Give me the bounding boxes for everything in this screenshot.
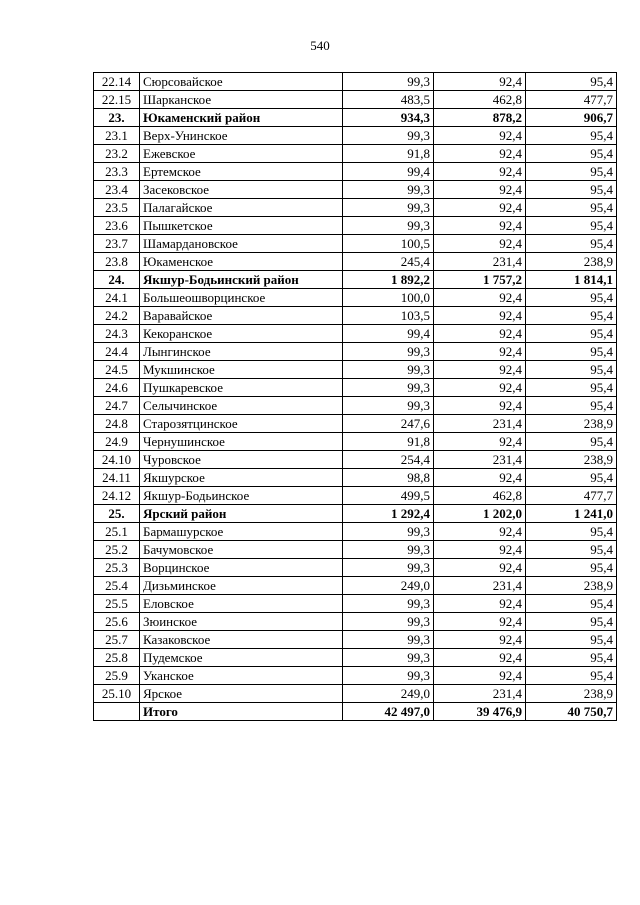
value-2-cell: 1 202,0 bbox=[434, 505, 526, 523]
row-number-cell: 25.6 bbox=[94, 613, 140, 631]
row-number-cell: 25.3 bbox=[94, 559, 140, 577]
value-1-cell: 1 892,2 bbox=[343, 271, 434, 289]
municipality-name-cell: Ертемское bbox=[140, 163, 343, 181]
table-row bbox=[94, 127, 617, 145]
value-1-cell: 91,8 bbox=[343, 433, 434, 451]
value-3-cell: 40 750,7 bbox=[526, 703, 617, 721]
table-row bbox=[94, 451, 617, 469]
table-row bbox=[94, 541, 617, 559]
municipality-name-cell: Селычинское bbox=[140, 397, 343, 415]
table-row bbox=[94, 523, 617, 541]
municipality-name-cell: Пышкетское bbox=[140, 217, 343, 235]
value-1-cell: 99,3 bbox=[343, 397, 434, 415]
value-1-cell: 99,3 bbox=[343, 541, 434, 559]
value-1-cell: 245,4 bbox=[343, 253, 434, 271]
row-number-cell: 23.4 bbox=[94, 181, 140, 199]
value-3-cell: 95,4 bbox=[526, 397, 617, 415]
row-number-cell: 24.2 bbox=[94, 307, 140, 325]
value-1-cell: 100,0 bbox=[343, 289, 434, 307]
value-1-cell: 99,3 bbox=[343, 523, 434, 541]
table-row bbox=[94, 469, 617, 487]
row-number-cell bbox=[94, 703, 140, 721]
table-row bbox=[94, 685, 617, 703]
table-row bbox=[94, 163, 617, 181]
row-number-cell: 25.5 bbox=[94, 595, 140, 613]
value-1-cell: 99,3 bbox=[343, 73, 434, 91]
district-row bbox=[94, 271, 617, 289]
municipality-name-cell: Палагайское bbox=[140, 199, 343, 217]
value-1-cell: 99,3 bbox=[343, 379, 434, 397]
row-number-cell: 24.4 bbox=[94, 343, 140, 361]
municipality-name-cell: Бармашурское bbox=[140, 523, 343, 541]
value-2-cell: 92,4 bbox=[434, 181, 526, 199]
table-row bbox=[94, 667, 617, 685]
table-row bbox=[94, 145, 617, 163]
value-2-cell: 92,4 bbox=[434, 667, 526, 685]
value-2-cell: 878,2 bbox=[434, 109, 526, 127]
row-number-cell: 23.5 bbox=[94, 199, 140, 217]
row-number-cell: 23.1 bbox=[94, 127, 140, 145]
value-3-cell: 1 241,0 bbox=[526, 505, 617, 523]
value-3-cell: 95,4 bbox=[526, 631, 617, 649]
row-number-cell: 24.3 bbox=[94, 325, 140, 343]
table-row bbox=[94, 559, 617, 577]
value-3-cell: 95,4 bbox=[526, 307, 617, 325]
value-1-cell: 99,3 bbox=[343, 181, 434, 199]
value-1-cell: 99,3 bbox=[343, 361, 434, 379]
row-number-cell: 23. bbox=[94, 109, 140, 127]
value-2-cell: 92,4 bbox=[434, 361, 526, 379]
value-3-cell: 238,9 bbox=[526, 253, 617, 271]
value-3-cell: 95,4 bbox=[526, 649, 617, 667]
value-2-cell: 92,4 bbox=[434, 307, 526, 325]
row-number-cell: 23.6 bbox=[94, 217, 140, 235]
municipality-name-cell: Засековское bbox=[140, 181, 343, 199]
row-number-cell: 25.2 bbox=[94, 541, 140, 559]
table-row bbox=[94, 289, 617, 307]
value-2-cell: 92,4 bbox=[434, 433, 526, 451]
municipality-name-cell: Старозятцинское bbox=[140, 415, 343, 433]
value-1-cell: 483,5 bbox=[343, 91, 434, 109]
value-2-cell: 92,4 bbox=[434, 631, 526, 649]
row-number-cell: 24.1 bbox=[94, 289, 140, 307]
value-3-cell: 95,4 bbox=[526, 199, 617, 217]
value-3-cell: 906,7 bbox=[526, 109, 617, 127]
value-3-cell: 95,4 bbox=[526, 127, 617, 145]
municipality-name-cell: Юкаменское bbox=[140, 253, 343, 271]
table-row bbox=[94, 253, 617, 271]
row-number-cell: 24.5 bbox=[94, 361, 140, 379]
municipality-name-cell: Шамардановское bbox=[140, 235, 343, 253]
municipality-name-cell: Кекоранское bbox=[140, 325, 343, 343]
municipality-name-cell: Бачумовское bbox=[140, 541, 343, 559]
value-1-cell: 934,3 bbox=[343, 109, 434, 127]
row-number-cell: 24.11 bbox=[94, 469, 140, 487]
municipality-name-cell: Дизьминское bbox=[140, 577, 343, 595]
table-row bbox=[94, 91, 617, 109]
value-2-cell: 92,4 bbox=[434, 343, 526, 361]
row-number-cell: 24.10 bbox=[94, 451, 140, 469]
value-3-cell: 95,4 bbox=[526, 595, 617, 613]
value-2-cell: 92,4 bbox=[434, 235, 526, 253]
value-2-cell: 92,4 bbox=[434, 541, 526, 559]
value-2-cell: 231,4 bbox=[434, 685, 526, 703]
row-number-cell: 23.7 bbox=[94, 235, 140, 253]
value-2-cell: 462,8 bbox=[434, 487, 526, 505]
municipality-name-cell: Ярское bbox=[140, 685, 343, 703]
table-row bbox=[94, 379, 617, 397]
value-2-cell: 92,4 bbox=[434, 73, 526, 91]
table-row bbox=[94, 415, 617, 433]
row-number-cell: 22.14 bbox=[94, 73, 140, 91]
value-2-cell: 92,4 bbox=[434, 163, 526, 181]
value-1-cell: 100,5 bbox=[343, 235, 434, 253]
district-row bbox=[94, 109, 617, 127]
value-1-cell: 99,3 bbox=[343, 127, 434, 145]
municipality-name-cell: Казаковское bbox=[140, 631, 343, 649]
row-number-cell: 25.9 bbox=[94, 667, 140, 685]
value-3-cell: 95,4 bbox=[526, 469, 617, 487]
value-2-cell: 1 757,2 bbox=[434, 271, 526, 289]
value-2-cell: 92,4 bbox=[434, 559, 526, 577]
municipality-name-cell: Еловское bbox=[140, 595, 343, 613]
table-row bbox=[94, 361, 617, 379]
row-number-cell: 24.7 bbox=[94, 397, 140, 415]
row-number-cell: 23.8 bbox=[94, 253, 140, 271]
value-1-cell: 99,4 bbox=[343, 325, 434, 343]
table-row bbox=[94, 397, 617, 415]
value-2-cell: 231,4 bbox=[434, 415, 526, 433]
municipality-name-cell: Якшурское bbox=[140, 469, 343, 487]
budget-table bbox=[93, 72, 617, 721]
total-row bbox=[94, 703, 617, 721]
value-1-cell: 103,5 bbox=[343, 307, 434, 325]
value-2-cell: 231,4 bbox=[434, 253, 526, 271]
table-row bbox=[94, 433, 617, 451]
table-row bbox=[94, 631, 617, 649]
value-1-cell: 499,5 bbox=[343, 487, 434, 505]
value-3-cell: 477,7 bbox=[526, 91, 617, 109]
value-2-cell: 231,4 bbox=[434, 577, 526, 595]
municipality-name-cell: Якшур-Бодьинское bbox=[140, 487, 343, 505]
value-3-cell: 95,4 bbox=[526, 379, 617, 397]
row-number-cell: 24.6 bbox=[94, 379, 140, 397]
row-number-cell: 25.1 bbox=[94, 523, 140, 541]
municipality-name-cell: Зюинское bbox=[140, 613, 343, 631]
table-row bbox=[94, 577, 617, 595]
value-1-cell: 1 292,4 bbox=[343, 505, 434, 523]
value-3-cell: 95,4 bbox=[526, 73, 617, 91]
value-1-cell: 99,3 bbox=[343, 667, 434, 685]
municipality-name-cell: Итого bbox=[140, 703, 343, 721]
municipality-name-cell: Лынгинское bbox=[140, 343, 343, 361]
value-1-cell: 247,6 bbox=[343, 415, 434, 433]
value-3-cell: 95,4 bbox=[526, 613, 617, 631]
row-number-cell: 25.7 bbox=[94, 631, 140, 649]
value-2-cell: 92,4 bbox=[434, 469, 526, 487]
value-1-cell: 99,3 bbox=[343, 613, 434, 631]
value-2-cell: 231,4 bbox=[434, 451, 526, 469]
value-2-cell: 92,4 bbox=[434, 289, 526, 307]
value-3-cell: 238,9 bbox=[526, 685, 617, 703]
value-3-cell: 95,4 bbox=[526, 667, 617, 685]
row-number-cell: 24.12 bbox=[94, 487, 140, 505]
value-1-cell: 99,3 bbox=[343, 559, 434, 577]
table-row bbox=[94, 217, 617, 235]
municipality-name-cell: Юкаменский район bbox=[140, 109, 343, 127]
value-2-cell: 39 476,9 bbox=[434, 703, 526, 721]
table-row bbox=[94, 307, 617, 325]
municipality-name-cell: Пушкаревское bbox=[140, 379, 343, 397]
row-number-cell: 24.9 bbox=[94, 433, 140, 451]
value-1-cell: 98,8 bbox=[343, 469, 434, 487]
value-2-cell: 92,4 bbox=[434, 595, 526, 613]
value-3-cell: 95,4 bbox=[526, 289, 617, 307]
value-1-cell: 99,3 bbox=[343, 631, 434, 649]
municipality-name-cell: Чуровское bbox=[140, 451, 343, 469]
value-1-cell: 99,4 bbox=[343, 163, 434, 181]
table-row bbox=[94, 73, 617, 91]
value-1-cell: 254,4 bbox=[343, 451, 434, 469]
municipality-name-cell: Ворцинское bbox=[140, 559, 343, 577]
value-1-cell: 42 497,0 bbox=[343, 703, 434, 721]
municipality-name-cell: Якшур-Бодьинский район bbox=[140, 271, 343, 289]
table-row bbox=[94, 181, 617, 199]
table-row bbox=[94, 325, 617, 343]
value-2-cell: 92,4 bbox=[434, 217, 526, 235]
value-2-cell: 92,4 bbox=[434, 127, 526, 145]
value-1-cell: 249,0 bbox=[343, 577, 434, 595]
value-1-cell: 99,3 bbox=[343, 343, 434, 361]
row-number-cell: 24. bbox=[94, 271, 140, 289]
row-number-cell: 25.10 bbox=[94, 685, 140, 703]
table-row bbox=[94, 613, 617, 631]
value-2-cell: 92,4 bbox=[434, 325, 526, 343]
value-1-cell: 249,0 bbox=[343, 685, 434, 703]
row-number-cell: 25.4 bbox=[94, 577, 140, 595]
table-row bbox=[94, 199, 617, 217]
municipality-name-cell: Шарканское bbox=[140, 91, 343, 109]
value-3-cell: 95,4 bbox=[526, 217, 617, 235]
value-1-cell: 99,3 bbox=[343, 217, 434, 235]
value-3-cell: 95,4 bbox=[526, 145, 617, 163]
value-2-cell: 92,4 bbox=[434, 523, 526, 541]
municipality-name-cell: Большеошворцинское bbox=[140, 289, 343, 307]
value-3-cell: 95,4 bbox=[526, 343, 617, 361]
value-2-cell: 92,4 bbox=[434, 649, 526, 667]
row-number-cell: 25. bbox=[94, 505, 140, 523]
municipality-name-cell: Мукшинское bbox=[140, 361, 343, 379]
table-row bbox=[94, 235, 617, 253]
value-2-cell: 92,4 bbox=[434, 145, 526, 163]
table-row bbox=[94, 343, 617, 361]
value-3-cell: 95,4 bbox=[526, 163, 617, 181]
row-number-cell: 24.8 bbox=[94, 415, 140, 433]
value-3-cell: 238,9 bbox=[526, 415, 617, 433]
value-3-cell: 95,4 bbox=[526, 325, 617, 343]
value-3-cell: 1 814,1 bbox=[526, 271, 617, 289]
municipality-name-cell: Уканское bbox=[140, 667, 343, 685]
row-number-cell: 25.8 bbox=[94, 649, 140, 667]
value-3-cell: 95,4 bbox=[526, 559, 617, 577]
value-3-cell: 477,7 bbox=[526, 487, 617, 505]
value-1-cell: 91,8 bbox=[343, 145, 434, 163]
row-number-cell: 23.2 bbox=[94, 145, 140, 163]
value-3-cell: 238,9 bbox=[526, 577, 617, 595]
page-number: 540 bbox=[310, 38, 330, 53]
municipality-name-cell: Сюрсовайское bbox=[140, 73, 343, 91]
value-2-cell: 92,4 bbox=[434, 379, 526, 397]
row-number-cell: 23.3 bbox=[94, 163, 140, 181]
value-2-cell: 92,4 bbox=[434, 397, 526, 415]
value-1-cell: 99,3 bbox=[343, 595, 434, 613]
value-2-cell: 92,4 bbox=[434, 199, 526, 217]
value-3-cell: 95,4 bbox=[526, 361, 617, 379]
municipality-name-cell: Пудемское bbox=[140, 649, 343, 667]
table-row bbox=[94, 649, 617, 667]
municipality-name-cell: Ежевское bbox=[140, 145, 343, 163]
table-row bbox=[94, 487, 617, 505]
value-3-cell: 238,9 bbox=[526, 451, 617, 469]
municipality-name-cell: Ярский район bbox=[140, 505, 343, 523]
value-3-cell: 95,4 bbox=[526, 235, 617, 253]
value-3-cell: 95,4 bbox=[526, 541, 617, 559]
value-1-cell: 99,3 bbox=[343, 199, 434, 217]
table-row bbox=[94, 595, 617, 613]
value-3-cell: 95,4 bbox=[526, 523, 617, 541]
value-3-cell: 95,4 bbox=[526, 433, 617, 451]
value-3-cell: 95,4 bbox=[526, 181, 617, 199]
municipality-name-cell: Чернушинское bbox=[140, 433, 343, 451]
district-row bbox=[94, 505, 617, 523]
value-1-cell: 99,3 bbox=[343, 649, 434, 667]
value-2-cell: 92,4 bbox=[434, 613, 526, 631]
value-2-cell: 462,8 bbox=[434, 91, 526, 109]
municipality-name-cell: Варавайское bbox=[140, 307, 343, 325]
municipality-name-cell: Верх-Унинское bbox=[140, 127, 343, 145]
row-number-cell: 22.15 bbox=[94, 91, 140, 109]
table-body bbox=[94, 73, 617, 721]
